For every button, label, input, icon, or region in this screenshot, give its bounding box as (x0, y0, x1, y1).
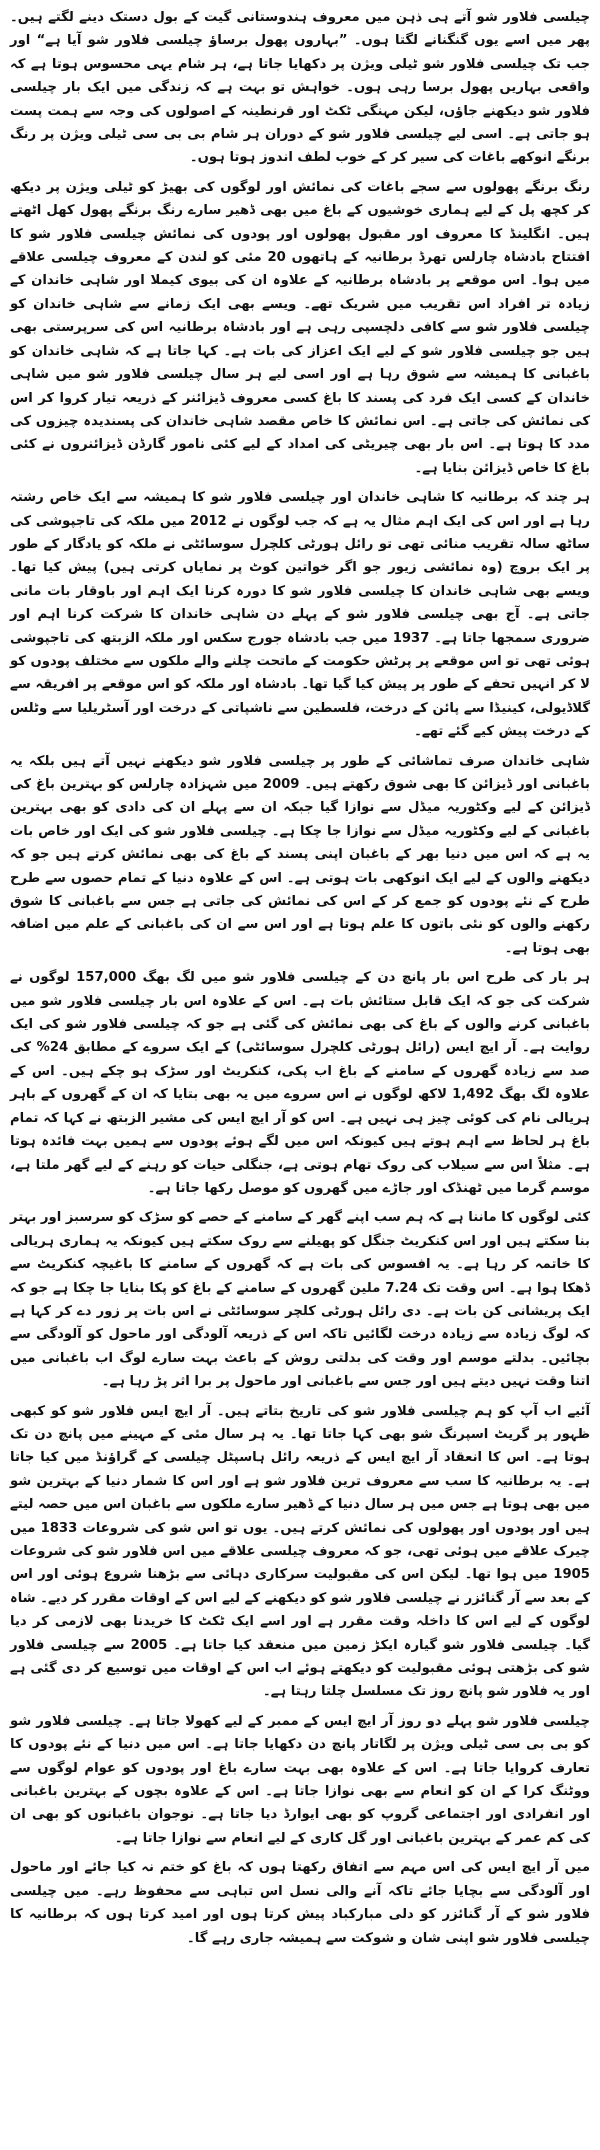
article-paragraph: ہر چند کہ برطانیہ کا شاہی خاندان اور چیلسی فلاور شو کا ہمیشہ سے ایک خاص رشتہ رہا ہے اور اس کی ایک اہم مثال یہ ہے کہ جب لوگوں نے 2012 میں ملکہ کی تاجپوشی کی ساٹھ سالہ تقریب منائی تھی تو رائل ہورٹی کلچرل سوسائٹی نے ملکہ کو یادگار کے طور پر ایک بروچ (وہ نمائشی زیور جو اگر خواتین کوٹ پر نمایاں کرتی ہیں) پیش کیا تھا۔ ویسے بھی شاہی خاندان کا چیلسی فلاور شو کا دورہ کرنا ایک اہم اور باوقار بات مانی جاتی ہے۔ آج بھی چیلسی فلاور شو کے پہلے دن شاہی خاندان کا شرکت کرنا اہم اور ضروری سمجھا جاتا ہے۔ 1937 میں جب بادشاہ جورج سکس اور ملکہ الزبتھ کی تاجپوشی ہوئی تھی تو اس موقعے پر پرٹش حکومت کے ماتحت چلنے والے ملکوں سے مختلف پودوں کو لا کر انہیں تحفے کے طور پر پیش کیا گیا تھا۔ بادشاہ اور ملکہ کو اس موقعے پر افریقہ سے گلاڈیولی، کینیڈا سے پائن کے درخت، فلسطین سے ناشپاتی کے درخت اور آسٹریلیا سے وٹلس کے درخت پیش کیے گئے تھے۔ (10, 490, 590, 740)
article-paragraph: رنگ برنگے پھولوں سے سجے باغات کی نمائش اور لوگوں کی بھیڑ کو ٹیلی ویژن پر دیکھ کر کچھ پل کے لیے ہماری خوشیوں کے باغ میں بھی ڈھیر سارے رنگ برنگے پھول کھل اٹھتے ہیں۔ انگلینڈ کا معروف اور مقبول پھولوں اور پودوں کی نمائش چیلسی فلاور شو کا افتتاح بادشاہ چارلس تھرڈ برطانیہ کے ہاتھوں 20 مئی کو لندن کے معروف چیلسی علاقے میں ہوا۔ اس موقعے پر بادشاہ برطانیہ کے علاوہ ان کی بیوی کیملا اور شاہی خاندان کے زیادہ تر افراد اس تقریب میں شریک تھے۔ ویسے بھی ایک زمانے سے شاہی خاندان کو چیلسی فلاور شو سے کافی دلچسپی رہی ہے اور بادشاہ برطانیہ اس کی سرپرستی بھی ہیں جو چیلسی فلاور شو کے لیے ایک اعزاز کی بات ہے۔ کہا جاتا ہے کہ شاہی خاندان کو باغبانی کا ہمیشہ سے شوق رہا ہے اور اسی لیے ہر سال چیلسی فلاور شو میں شاہی خاندان کے کسی ایک فرد کی پسند کا باغ کسی معروف ڈیزائنر کے ذریعہ تیار کروا کر اس کی نمائش کی جاتی ہے۔ اس نمائش کا خاص مقصد شاہی خاندان کی پسندیدہ چیزوں کی مدد کا ہوتا ہے۔ اس بار بھی چیریٹی کی امداد کے لیے کئی نامور گارڈن ڈیزائنروں نے کئی باغ کا خاص ڈیزائن بنایا ہے۔ (10, 179, 590, 476)
article-paragraph: شاہی خاندان صرف تماشائی کے طور پر چیلسی فلاور شو دیکھنے نہیں آتے ہیں بلکہ یہ باغبانی اور ڈیزائن کا بھی شوق رکھتے ہیں۔ 2009 میں شہزادہ چارلس کو بہترین باغ کی ڈیزائن کے لیے وکٹوریہ میڈل سے نوازا گیا جبکہ ان سے پہلے ان کی دادی کو بھی بہترین باغبانی کے لیے وکٹوریہ میڈل سے نوازا جا چکا ہے۔ چیلسی فلاور شو کی ایک اور خاص بات یہ ہے کہ اس میں دنیا بھر کے باغبان اپنی پسند کے باغ کی بھی نمائش کرتے ہیں جو کہ دیکھنے والوں کے لیے ایک انوکھی بات ہوتی ہے۔ اس کے علاوہ دنیا کے تمام حصوں سے طرح طرح کے نئے پودوں کو جمع کر کے اس کی نمائش کی جاتی ہے جس سے باغبانی کا شوق رکھنے والوں کو نئی باتوں کا علم ہوتا ہے اور اس سے ان کی باغبانی کے علم میں اضافہ بھی ہوتا ہے۔ (10, 753, 590, 956)
article-paragraph: چیلسی فلاور شو آتے ہی ذہن میں معروف ہندوستانی گیت کے بول دستک دینے لگتے ہیں۔ پھر میں اسے یوں گنگنانے لگتا ہوں۔ ”بہاروں پھول برساؤ چیلسی فلاور شو آیا ہے“ اور جب تک چیلسی فلاور شو ٹیلی ویژن پر دکھایا جاتا ہے، ہر شام یہی محسوس ہوتا ہے کہ واقعی بہاریں پھول برسا رہی ہوں۔ خواہش تو بہت ہے کہ زندگی میں ایک بار چیلسی فلاور شو دیکھنے جاؤں، لیکن مہنگی ٹکٹ اور قرنطینہ کے اصولوں کی وجہ سے ہمت پست ہو جاتی ہے۔ اسی لیے چیلسی فلاور شو کے دوران ہر شام بی بی سی ٹیلی ویژن پر رنگ برنگے انوکھے باغات کی سیر کر کے خوب لطف اندوز ہوتا ہوں۔ (10, 10, 590, 166)
article-paragraph: کئی لوگوں کا ماننا ہے کہ ہم سب اپنے گھر کے سامنے کے حصے کو سڑک کو سرسبز اور بہتر بنا سکتے ہیں اور اس کنکریٹ جنگل کو پھیلنے سے روک سکتے ہیں کیونکہ یہ ہماری ہریالی کا خاتمہ کر رہا ہے۔ یہ افسوس کی بات ہے کہ گھروں کے سامنے کا باغیچہ کنکریٹ سے ڈھکا ہوا ہے۔ اس وقت تک 7.24 ملین گھروں کے سامنے کے باغ کو پکا بنایا جا چکا ہے جو کہ ایک پریشانی کن بات ہے۔ دی رائل ہورٹی کلچر سوسائٹی نے اس بات پر زور دے کر کہا ہے کہ لوگ زیادہ سے زیادہ درخت لگائیں تاکہ اس کے ذریعہ آلودگی اور ماحول کو آلودگی سے بچائیں۔ بدلتے موسم اور وقت کی بدلتی روش کے باعث بہت سارے لوگ اب باغبانی میں اتنا وقت نہیں دیتے ہیں اور جس سے باغبانی اور ماحول پر برا اثر پڑ رہا ہے۔ (10, 1210, 590, 1390)
article-paragraph: آئیے اب آپ کو ہم چیلسی فلاور شو کی تاریخ بتاتے ہیں۔ آر ایچ ایس فلاور شو کو کبھی ظہور پر گریٹ اسپرنگ شو بھی کہا جاتا تھا۔ یہ ہر سال مئی کے مہینے میں پانچ دن تک ہوتا ہے۔ اس کا انعقاد آر ایچ ایس کے ذریعہ رائل ہاسپٹل چیلسی کے گراؤنڈ میں کیا جاتا ہے۔ یہ برطانیہ کا سب سے معروف ترین فلاور شو ہے اور اس کا شمار دنیا کے بہترین شو میں بھی ہوتا ہے جس میں ہر سال دنیا کے ڈھیر سارے ملکوں سے باغبان اس میں حصہ لیتے ہیں اور پودوں اور پھولوں کی نمائش کرتے ہیں۔ یوں تو اس شو کی شروعات 1833 میں چیرک علاقے میں ہوئی تھی، جو کہ معروف چیلسی علاقے میں اس فلاور شو کی شروعات 1905 میں ہوا تھا۔ لیکن اس کی مقبولیت سرکاری دہائی سے بڑھنا شروع ہوئی اور اس کے بعد سے آر گنائزر نے چیلسی فلاور شو کو دیکھنے کے لیے اس کے اوقات مقرر کر دیے۔ شاہ لوگوں کے لیے اس کا داخلہ وقت مقرر ہے اور اسے ایک ٹکٹ کا خریدنا بھی لازمی کر دیا گیا۔ چیلسی فلاور شو گیارہ ایکڑ زمین میں منعقد کیا جاتا ہے۔ 2005 سے چیلسی فلاور شو کی بڑھتی ہوئی مقبولیت کو دیکھتے ہوئے اب اس کے اوقات میں توسیع کر دی گئی ہے اور یہ فلاور شو پانچ روز تک مسلسل چلتا رہتا ہے۔ (10, 1403, 590, 1700)
article-paragraph: چیلسی فلاور شو پہلے دو روز آر ایچ ایس کے ممبر کے لیے کھولا جاتا ہے۔ چیلسی فلاور شو کو بی بی سی ٹیلی ویژن پر لگاتار پانچ دن دکھایا جاتا ہے۔ اس میں دنیا کے نئے پودوں کا تعارف کروایا جاتا ہے۔ اس کے علاوہ بھی بہت سارے باغ اور پودوں کو عوام لوگوں سے ووٹنگ کرا کے ان کو انعام سے بھی نوازا جاتا ہے۔ اس کے علاوہ بچوں کے بہترین باغبانی اور انفرادی اور اجتماعی گروپ کو بھی ایوارڈ دیا جاتا ہے۔ نوجوان باغبانوں کو بھی ان کی کم عمر کے بہترین باغبانی اور گل کاری کے لیے انعام سے نوازا جاتا ہے۔ (10, 1713, 590, 1846)
article-paragraph: میں آر ایچ ایس کی اس مہم سے اتفاق رکھتا ہوں کہ باغ کو ختم نہ کیا جائے اور ماحول اور آلودگی سے بچایا جائے تاکہ آنے والی نسل اس تباہی سے محفوظ رہے۔ میں چیلسی فلاور شو کے آر گنائزر کو دلی مبارکباد پیش کرتا ہوں اور امید کرتا ہوں کہ برطانیہ کا چیلسی فلاور شو اپنی شان و شوکت سے ہمیشہ جاری رہے گا۔ (10, 1860, 590, 1946)
article-paragraph: ہر بار کی طرح اس بار پانچ دن کے چیلسی فلاور شو میں لگ بھگ 157,000 لوگوں نے شرکت کی جو کہ ایک قابل ستائش بات ہے۔ اس کے علاوہ اس بار چیلسی فلاور شو میں باغبانی کرنے والوں کے باغ کی بھی نمائش کی گئی ہے جو کہ چیلسی فلاور شو کی ایک روایت ہے۔ آر ایچ ایس (رائل ہورٹی کلچرل سوسائٹی) کے ایک سروے کے مطابق 24% کی صد سے زیادہ گھروں کے سامنے کے باغ اب پکی، کنکریٹ اور سڑک ہو چکے ہیں۔ اس کے علاوہ لگ بھگ 1,492 لاکھ لوگوں نے اس سروے میں یہ بھی بتایا کہ ان کے گھروں کے باہر ہریالی نام کی کوئی چیز ہی نہیں ہے۔ اس کو آر ایچ ایس کی مشیر الزبتھ نے کہا کہ تمام باغ ہر لحاظ سے اہم ہوتے ہیں کیونکہ اس میں لگے ہوئے پودوں سے ہمیں بہت فائدہ ہوتا ہے۔ مثلاً اس سے سیلاب کی روک تھام ہوتی ہے، جنگلی حیات کو رہنے کے لیے گھر ملتا ہے، موسم گرما میں ٹھنڈک اور جاڑے میں گھروں کو موصل رکھا جاتا ہے۔ (10, 970, 590, 1196)
